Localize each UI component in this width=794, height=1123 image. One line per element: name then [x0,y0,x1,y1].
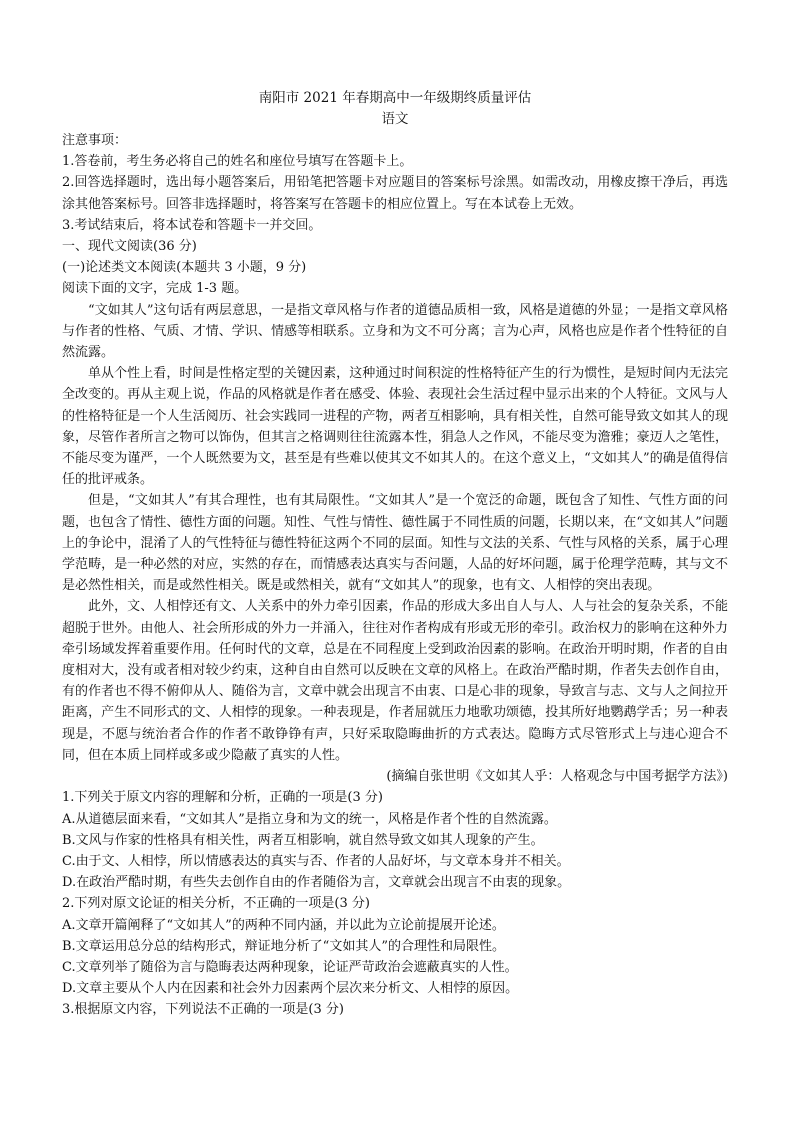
notice-item: 2.回答选择题时，选出每小题答案后，用铅笔把答题卡对应题目的答案标号涂黑。如需改动，用橡皮擦干净后，再选涂其他答案标号。回答非选择题时，将答案写在答题卡的相应位置上。写在本试卷上无效。 [62,175,728,212]
exam-subject: 语文 [381,111,409,127]
reading-instruction: 阅读下面的文字，完成 1-3 题。 [62,281,248,297]
question-option: B.文章运用总分总的结构形式，辩证地分析了“文如其人”的合理性和局限性。 [62,938,505,954]
passage-paragraph: 此外，文、人相悖还有文、人关系中的外力牵引因素，作品的形成大多出自人与人、人与社会的复杂关系，不能超脱于世外。由他人、社会所形成的外力一并涌入，往往对作者构成有形或无形的牵引。政治权力的影响在这种外力牵引场域发挥着重要作用。任何时代的文章，总是在不同程度上受到政治因素的影响。在政治开明时期，作者的自由度相对大，没有或者相对较少约束，这种自由自然可以反映在文章的风格上。在政治严酷时期，作者失去创作自由，有的作者也不得不俯仰从人、随俗为言，文章中就会出现言不由衷、口是心非的现象，导致言与志、文与人之间拉开距离，产生不同形式的文、人相悖的现象。一种表现是，作者屈就压力地歌功颂德，投其所好地鹦鹉学舌；另一种表现是，不愿与统治者合作的作者不敢铮铮有声，只好采取隐晦曲折的方式表达。隐晦方式尽管形式上与违心迎合不同，但在本质上同样或多或少隐蔽了真实的人性。 [62,599,728,763]
question-option: B.文风与作家的性格具有相关性，两者互相影响，就自然导致文如其人现象的产生。 [62,832,544,848]
passage-paragraph: 单从个性上看，时间是性格定型的关键因素，这种通过时间积淀的性格特征产生的行为惯性，是短时间内无法完全改变的。再从主观上说，作品的风格就是作者在感受、体验、表现社会生活过程中显示出来的个人特征。文风与人的性格特征是一个人生活阅历、社会实践同一进程的产物，两者互相影响，具有相关性，自然可能导致文如其人的现象，尽管作者所言之物可以饰伪，但其言之格调则往往流露本性，狷急人之作风，不能尽变为澹雅；豪迈人之笔性，不能尽变为谨严，一个人既然要为文，甚至是有些难以使其文不如其人的。在这个意义上，“文如其人”的确是值得信任的批评戒条。 [62,366,728,488]
sub-section-heading: (一)论述类文本阅读(本题共 3 小题，9 分) [62,260,307,276]
question-option: C.由于文、人相悖，所以情感表达的真实与否、作者的人品好坏，与文章本身并不相关。 [62,853,570,869]
notice-item: 1.答卷前，考生务必将自己的姓名和座位号填写在答题卡上。 [62,154,413,170]
section-heading: 一、现代文阅读(36 分) [62,239,197,255]
question-stem: 2.下列对原文论证的相关分析，不正确的一项是(3 分) [62,896,370,912]
reading-section [62,236,728,300]
question-option: C.文章列举了随俗为言与隐晦表达两种现象，论证严苛政治会遮蔽真实的人性。 [62,959,518,975]
question-option: D.文章主要从个人内在因素和社会外力因素两个层次来分析文、人相悖的原因。 [62,981,519,997]
notice-item: 3.考试结束后，将本试卷和答题卡一并交回。 [62,217,322,233]
exam-page [62,88,728,1021]
question-stem: 1.下列关于原文内容的理解和分析，正确的一项是(3 分) [62,790,383,806]
passage-paragraph: “文如其人”这句话有两层意思，一是指文章风格与作者的道德品质相一致，风格是道德的外显；一是指文章风格与作者的性格、气质、才情、学识、情感等相联系。立身和为文不可分离；言为心声，风格也应是作者个性特征的自然流露。 [62,302,728,361]
question-stem: 3.根据原文内容，下列说法不正确的一项是(3 分) [62,1002,344,1018]
question-1 [62,787,728,893]
passage-paragraph: 但是，“文如其人”有其合理性，也有其局限性。“文如其人”是一个宽泛的命题，既包含了知性、气性方面的问题，也包含了情性、德性方面的问题。知性、气性与情性、德性属于不同性质的问题，长期以来，在“文如其人”问题上的争论中，混淆了人的气性特征与德性特征这两个不同的层面。知性与文法的关系、气性与风格的关系，属于心理学范畴，是一种必然的对应，实然的存在，而情感表达真实与否问题，人品的好坏问题，属于伦理学范畴，其与文不是必然性相关，而是或然性相关。既是或然相关，就有“文如其人”的现象，也有文、人相悖的突出表现。 [62,493,728,594]
reading-passage [62,300,728,788]
question-2 [62,893,728,999]
question-option: D.在政治严酷时期，有些失去创作自由的作者随俗为言，文章就会出现言不由衷的现象。 [62,875,571,891]
question-option: A.文章开篇阐释了“文如其人”的两种不同内涵，并以此为立论前提展开论述。 [62,917,505,933]
question-option: A.从道德层面来看，“文如其人”是指立身和为文的统一，风格是作者个性的自然流露。 [62,811,557,827]
question-3 [62,999,728,1020]
notice-section [62,130,728,236]
passage-source: (摘编自张世明《文如其人乎：人格观念与中国考据学方法》) [386,769,728,785]
title-block [62,88,728,130]
notice-heading: 注意事项： [62,133,128,148]
exam-title: 南阳市 2021 年春期高中一年级期终质量评估 [258,90,532,106]
